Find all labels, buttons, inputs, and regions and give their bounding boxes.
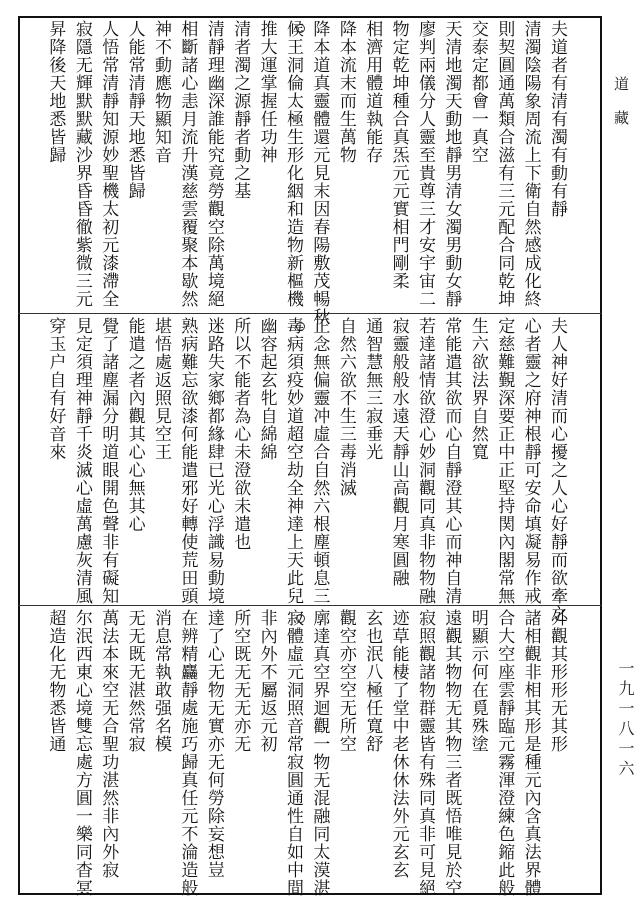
- text-column: 相濟用體道執能存: [362, 20, 383, 164]
- text-column: 諸相觀非相其形是種元內含真法界體: [520, 609, 541, 897]
- text-band-middle: [22, 317, 598, 623]
- text-column: 合大空座雲靜臨元霧渾澄練色鏥此般: [494, 609, 515, 897]
- text-column: 能遣之者內觀其心心無其心: [124, 317, 145, 533]
- text-column: 明顯示何在覓殊塗: [467, 609, 488, 753]
- text-column: 推大運掌握任功神: [256, 20, 277, 164]
- page-number: 一九一八一六: [616, 660, 635, 780]
- text-band-bottom: [22, 609, 598, 897]
- text-column: 毒病須疫妙道超空劫全神達上天此兒: [283, 317, 303, 605]
- text-column: 清靜理幽深誰能究竟勞觀空除萬境絕: [203, 20, 224, 308]
- text-column: 所空既无无无亦无: [230, 609, 251, 753]
- text-column: 廓達真空界迴觀一物无混融同太漠湛: [309, 609, 330, 897]
- text-column: 迷路失家鄉都緣肆已光心浮識易動境: [203, 317, 224, 605]
- text-column: 觀空亦空空无所空: [335, 609, 356, 753]
- text-column: 寂照觀諸物群靈皆有殊同真非可見絕: [415, 609, 435, 897]
- text-column: 降本道真靈體還元見末因春陽敷茂暢秋: [309, 20, 330, 326]
- text-column: 物定乾坤種合真炁元元實相門剛柔: [388, 20, 409, 290]
- text-column: 熟病難忘欲漆何能遣邪好轉使荒田頭: [177, 317, 198, 605]
- text-column: 萬法本來空无合聖功湛然非內外寂: [98, 609, 119, 879]
- text-column: 降本流末而生萬物: [335, 20, 356, 164]
- text-column: 天清地濁天動地靜男清女濁男動女靜: [441, 20, 462, 308]
- text-column: 覺了諸塵漏分明道眼開色聲非有礙知: [98, 317, 119, 605]
- text-column: 玄也泯八極任寬舒: [362, 609, 383, 753]
- text-column: 清者濁之源靜者動之基: [230, 20, 251, 200]
- text-column: 廖判兩儀分人靈至貴尊三才安宇宙二: [415, 20, 435, 308]
- text-column: 所以不能者為心未澄欲未遣也: [230, 317, 251, 551]
- text-column: 寂隱无輝默默藏沙界昏昏徹紫微三元: [71, 20, 92, 308]
- text-column: 常能遣其欲而心自靜澄其心而神自清: [441, 317, 462, 605]
- text-band-top: [22, 20, 598, 326]
- text-column: 相斷諸心恚月流升漢慈雲覆聚本歇然: [177, 20, 198, 308]
- text-column: 自然六欲不生三毒消滅: [335, 317, 356, 497]
- text-column: 遠觀其物物无其物三者既悟唯見於空: [441, 609, 462, 897]
- text-column: 候王洞倫太極生形化絪和造物新樞機: [283, 20, 303, 308]
- margin-title: 道 藏: [612, 76, 630, 127]
- text-column: 幽容起玄牝自綿綿: [256, 317, 277, 461]
- text-column: 尔泯西東心境雙忘處方圓一樂同杳冥: [71, 609, 92, 897]
- text-column: 生六欲法界自然寬: [467, 317, 488, 461]
- text-column: 堪悟處返照見空王: [151, 317, 171, 461]
- text-column: 交泰定都會一真空: [467, 20, 488, 164]
- text-column: 人悟常清靜知源妙聖機太初元漆滯全: [98, 20, 119, 308]
- text-column: 无无既无湛然常寂: [124, 609, 145, 753]
- text-column: 昇降後天地悉皆歸: [45, 20, 66, 164]
- text-column: 定慈難覲深要正中正堅持関內閣常無: [494, 317, 515, 605]
- text-column: 通智慧無三寂垂光: [362, 317, 383, 461]
- text-column: 心者靈之府神根靜可安命填凝易作戒: [520, 317, 541, 605]
- text-column: 寂靈般般水遠天靜山高觀月寒圓融: [388, 317, 409, 587]
- text-column: 若達諸情欲澄心妙洞觀同真非物物融: [415, 317, 435, 605]
- text-column: 超造化无物悉皆通: [45, 609, 66, 753]
- text-column: 見定須理神靜千炎滅心虛萬慮灰清風: [71, 317, 92, 605]
- text-column: 穿玉户自有好音來: [45, 317, 66, 461]
- text-column: 人能常清靜天地悉皆歸: [124, 20, 145, 200]
- text-column: 夫人神好清而心擾之人心好靜而欲牽之: [547, 317, 567, 623]
- text-column: 達了心无物无實亦无何勞除妄想豈: [203, 609, 224, 879]
- text-column: 清濁陰陽象周流上下衛自然感成化終: [520, 20, 541, 308]
- text-column: 迹草能棲了堂中老休休法外元玄玄: [388, 609, 409, 879]
- text-column: 消息常執敢强名模: [151, 609, 171, 753]
- text-column: 神不動應物顯知音: [151, 20, 171, 164]
- text-column: 在辨精麤靜處施巧歸真任元不淪造般: [177, 609, 198, 897]
- text-column: 正念無偏靈冲虛合自然六根塵頓息三: [309, 317, 330, 605]
- text-column: 寂體虛元洞照音常寂圓通性自如中間: [283, 609, 303, 897]
- band-divider: [18, 605, 602, 606]
- text-column: 外觀其形形无其形: [547, 609, 567, 753]
- text-column: 則契圓通萬類合滋有三元配合同乾坤: [494, 20, 515, 308]
- text-column: 夫道者有清有濁有動有靜: [547, 20, 567, 218]
- text-column: 非內外不屬返元初: [256, 609, 277, 753]
